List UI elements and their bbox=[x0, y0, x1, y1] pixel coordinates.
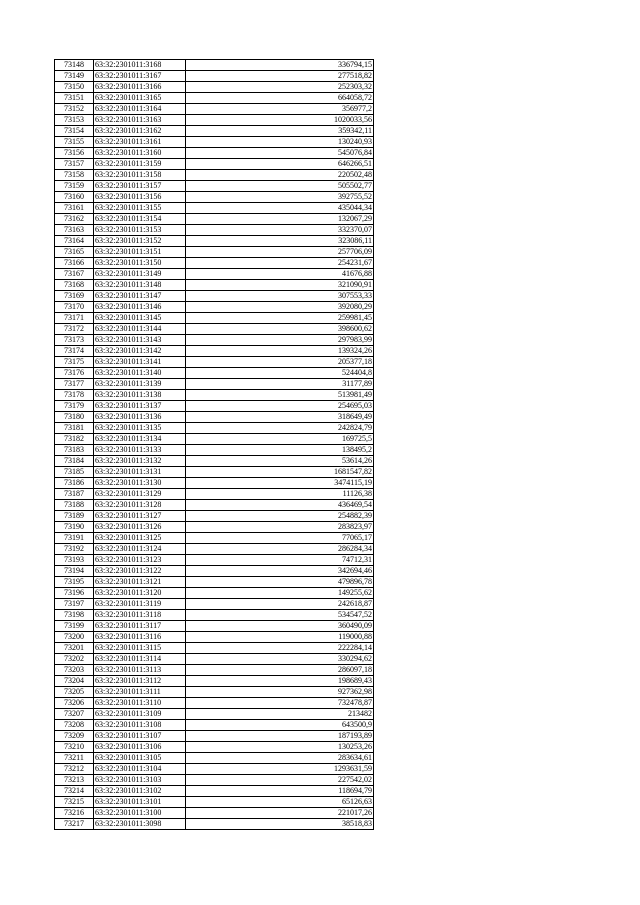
table-row bbox=[55, 599, 374, 610]
table-row bbox=[55, 335, 374, 346]
table-row bbox=[55, 291, 374, 302]
cadastral-number-cell: 63:32:2301011:3127 bbox=[94, 511, 186, 522]
row-number-cell: 73214 bbox=[55, 786, 94, 797]
row-number-cell: 73148 bbox=[55, 60, 94, 71]
cadastral-number-cell: 63:32:2301011:3123 bbox=[94, 555, 186, 566]
cadastral-value-cell: 1681547,82 bbox=[186, 467, 374, 478]
cadastral-number-cell: 63:32:2301011:3115 bbox=[94, 643, 186, 654]
table-row bbox=[55, 676, 374, 687]
cadastral-value-cell: 359342,11 bbox=[186, 126, 374, 137]
cadastral-number-cell: 63:32:2301011:3167 bbox=[94, 71, 186, 82]
cadastral-value-cell: 342694,46 bbox=[186, 566, 374, 577]
cadastral-value-cell: 277518,82 bbox=[186, 71, 374, 82]
cadastral-value-cell: 318649,49 bbox=[186, 412, 374, 423]
row-number-cell: 73182 bbox=[55, 434, 94, 445]
table-row bbox=[55, 203, 374, 214]
table-row bbox=[55, 104, 374, 115]
cadastral-value-cell: 119000,88 bbox=[186, 632, 374, 643]
table-row bbox=[55, 687, 374, 698]
row-number-cell: 73177 bbox=[55, 379, 94, 390]
cadastral-value-cell: 242824,79 bbox=[186, 423, 374, 434]
table-row bbox=[55, 412, 374, 423]
row-number-cell: 73215 bbox=[55, 797, 94, 808]
table-row bbox=[55, 775, 374, 786]
table-row bbox=[55, 720, 374, 731]
table-row bbox=[55, 445, 374, 456]
row-number-cell: 73183 bbox=[55, 445, 94, 456]
cadastral-number-cell: 63:32:2301011:3107 bbox=[94, 731, 186, 742]
cadastral-number-cell: 63:32:2301011:3143 bbox=[94, 335, 186, 346]
table-row bbox=[55, 478, 374, 489]
row-number-cell: 73162 bbox=[55, 214, 94, 225]
cadastral-value-cell: 307553,33 bbox=[186, 291, 374, 302]
table-row bbox=[55, 577, 374, 588]
table-row bbox=[55, 610, 374, 621]
table-row bbox=[55, 280, 374, 291]
row-number-cell: 73159 bbox=[55, 181, 94, 192]
cadastral-number-cell: 63:32:2301011:3118 bbox=[94, 610, 186, 621]
cadastral-number-cell: 63:32:2301011:3102 bbox=[94, 786, 186, 797]
row-number-cell: 73155 bbox=[55, 137, 94, 148]
table-row bbox=[55, 544, 374, 555]
cadastral-value-cell: 242618,87 bbox=[186, 599, 374, 610]
table-row bbox=[55, 302, 374, 313]
table-row bbox=[55, 698, 374, 709]
row-number-cell: 73192 bbox=[55, 544, 94, 555]
cadastral-number-cell: 63:32:2301011:3125 bbox=[94, 533, 186, 544]
cadastral-number-cell: 63:32:2301011:3150 bbox=[94, 258, 186, 269]
cadastral-number-cell: 63:32:2301011:3152 bbox=[94, 236, 186, 247]
table-row bbox=[55, 621, 374, 632]
cadastral-value-cell: 398600,62 bbox=[186, 324, 374, 335]
cadastral-value-cell: 436469,54 bbox=[186, 500, 374, 511]
table-row bbox=[55, 137, 374, 148]
cadastral-value-cell: 435044,34 bbox=[186, 203, 374, 214]
row-number-cell: 73174 bbox=[55, 346, 94, 357]
table-row bbox=[55, 368, 374, 379]
table-row bbox=[55, 115, 374, 126]
cadastral-value-cell: 286097,18 bbox=[186, 665, 374, 676]
row-number-cell: 73181 bbox=[55, 423, 94, 434]
table-row bbox=[55, 357, 374, 368]
cadastral-value-cell: 392755,52 bbox=[186, 192, 374, 203]
table-row bbox=[55, 247, 374, 258]
cadastral-value-cell: 1020033,56 bbox=[186, 115, 374, 126]
table-row bbox=[55, 181, 374, 192]
table-row bbox=[55, 797, 374, 808]
cadastral-number-cell: 63:32:2301011:3128 bbox=[94, 500, 186, 511]
table-row bbox=[55, 434, 374, 445]
row-number-cell: 73165 bbox=[55, 247, 94, 258]
cadastral-value-cell: 505502,77 bbox=[186, 181, 374, 192]
cadastral-number-cell: 63:32:2301011:3132 bbox=[94, 456, 186, 467]
cadastral-number-cell: 63:32:2301011:3149 bbox=[94, 269, 186, 280]
cadastral-value-cell: 41676,88 bbox=[186, 269, 374, 280]
table-row bbox=[55, 709, 374, 720]
cadastral-value-cell: 254882,39 bbox=[186, 511, 374, 522]
cadastral-number-cell: 63:32:2301011:3168 bbox=[94, 60, 186, 71]
cadastral-value-cell: 643500,9 bbox=[186, 720, 374, 731]
table-row bbox=[55, 753, 374, 764]
cadastral-value-cell: 74712,31 bbox=[186, 555, 374, 566]
cadastral-number-cell: 63:32:2301011:3145 bbox=[94, 313, 186, 324]
row-number-cell: 73150 bbox=[55, 82, 94, 93]
cadastral-number-cell: 63:32:2301011:3156 bbox=[94, 192, 186, 203]
row-number-cell: 73163 bbox=[55, 225, 94, 236]
row-number-cell: 73169 bbox=[55, 291, 94, 302]
cadastral-number-cell: 63:32:2301011:3126 bbox=[94, 522, 186, 533]
cadastral-number-cell: 63:32:2301011:3116 bbox=[94, 632, 186, 643]
cadastral-number-cell: 63:32:2301011:3137 bbox=[94, 401, 186, 412]
cadastral-number-cell: 63:32:2301011:3131 bbox=[94, 467, 186, 478]
cadastral-value-cell: 332370,07 bbox=[186, 225, 374, 236]
row-number-cell: 73173 bbox=[55, 335, 94, 346]
row-number-cell: 73209 bbox=[55, 731, 94, 742]
row-number-cell: 73210 bbox=[55, 742, 94, 753]
table-row bbox=[55, 566, 374, 577]
row-number-cell: 73185 bbox=[55, 467, 94, 478]
table-row bbox=[55, 390, 374, 401]
cadastral-number-cell: 63:32:2301011:3106 bbox=[94, 742, 186, 753]
table-row bbox=[55, 148, 374, 159]
row-number-cell: 73193 bbox=[55, 555, 94, 566]
row-number-cell: 73154 bbox=[55, 126, 94, 137]
row-number-cell: 73164 bbox=[55, 236, 94, 247]
row-number-cell: 73200 bbox=[55, 632, 94, 643]
row-number-cell: 73175 bbox=[55, 357, 94, 368]
cadastral-value-cell: 283823,97 bbox=[186, 522, 374, 533]
cadastral-value-cell: 187193,89 bbox=[186, 731, 374, 742]
cadastral-value-cell: 213482 bbox=[186, 709, 374, 720]
table-row bbox=[55, 423, 374, 434]
cadastral-number-cell: 63:32:2301011:3141 bbox=[94, 357, 186, 368]
cadastral-number-cell: 63:32:2301011:3134 bbox=[94, 434, 186, 445]
cadastral-number-cell: 63:32:2301011:3112 bbox=[94, 676, 186, 687]
row-number-cell: 73217 bbox=[55, 819, 94, 830]
cadastral-number-cell: 63:32:2301011:3119 bbox=[94, 599, 186, 610]
table-row bbox=[55, 258, 374, 269]
cadastral-number-cell: 63:32:2301011:3133 bbox=[94, 445, 186, 456]
table-row bbox=[55, 511, 374, 522]
row-number-cell: 73172 bbox=[55, 324, 94, 335]
table-row bbox=[55, 192, 374, 203]
row-number-cell: 73201 bbox=[55, 643, 94, 654]
table-row bbox=[55, 731, 374, 742]
table-row bbox=[55, 808, 374, 819]
cadastral-number-cell: 63:32:2301011:3142 bbox=[94, 346, 186, 357]
cadastral-number-cell: 63:32:2301011:3111 bbox=[94, 687, 186, 698]
cadastral-number-cell: 63:32:2301011:3160 bbox=[94, 148, 186, 159]
row-number-cell: 73213 bbox=[55, 775, 94, 786]
table-row bbox=[55, 489, 374, 500]
row-number-cell: 73179 bbox=[55, 401, 94, 412]
table-row bbox=[55, 225, 374, 236]
cadastral-value-cell: 227542,02 bbox=[186, 775, 374, 786]
cadastral-number-cell: 63:32:2301011:3113 bbox=[94, 665, 186, 676]
cadastral-number-cell: 63:32:2301011:3146 bbox=[94, 302, 186, 313]
row-number-cell: 73171 bbox=[55, 313, 94, 324]
cadastral-number-cell: 63:32:2301011:3161 bbox=[94, 137, 186, 148]
table-row bbox=[55, 126, 374, 137]
cadastral-value-cell: 3474115,19 bbox=[186, 478, 374, 489]
cadastral-value-cell: 646266,51 bbox=[186, 159, 374, 170]
table-row bbox=[55, 346, 374, 357]
cadastral-number-cell: 63:32:2301011:3138 bbox=[94, 390, 186, 401]
row-number-cell: 73204 bbox=[55, 676, 94, 687]
row-number-cell: 73166 bbox=[55, 258, 94, 269]
cadastral-value-cell: 65126,63 bbox=[186, 797, 374, 808]
cadastral-value-cell: 118694,79 bbox=[186, 786, 374, 797]
cadastral-number-cell: 63:32:2301011:3103 bbox=[94, 775, 186, 786]
cadastral-value-cell: 257706,09 bbox=[186, 247, 374, 258]
cadastral-number-cell: 63:32:2301011:3164 bbox=[94, 104, 186, 115]
cadastral-number-cell: 63:32:2301011:3163 bbox=[94, 115, 186, 126]
cadastral-value-cell: 392080,29 bbox=[186, 302, 374, 313]
row-number-cell: 73167 bbox=[55, 269, 94, 280]
cadastral-value-cell: 149255,62 bbox=[186, 588, 374, 599]
table-row bbox=[55, 269, 374, 280]
cadastral-number-cell: 63:32:2301011:3122 bbox=[94, 566, 186, 577]
cadastral-number-cell: 63:32:2301011:3108 bbox=[94, 720, 186, 731]
cadastral-value-cell: 513981,49 bbox=[186, 390, 374, 401]
cadastral-number-cell: 63:32:2301011:3158 bbox=[94, 170, 186, 181]
cadastral-number-cell: 63:32:2301011:3129 bbox=[94, 489, 186, 500]
row-number-cell: 73207 bbox=[55, 709, 94, 720]
table-row bbox=[55, 654, 374, 665]
row-number-cell: 73203 bbox=[55, 665, 94, 676]
cadastral-value-cell: 286284,34 bbox=[186, 544, 374, 555]
cadastral-value-cell: 336794,15 bbox=[186, 60, 374, 71]
cadastral-number-cell: 63:32:2301011:3120 bbox=[94, 588, 186, 599]
table-row bbox=[55, 170, 374, 181]
cadastral-value-cell: 139324,26 bbox=[186, 346, 374, 357]
table-row bbox=[55, 786, 374, 797]
table-row bbox=[55, 665, 374, 676]
row-number-cell: 73212 bbox=[55, 764, 94, 775]
row-number-cell: 73170 bbox=[55, 302, 94, 313]
row-number-cell: 73149 bbox=[55, 71, 94, 82]
row-number-cell: 73157 bbox=[55, 159, 94, 170]
cadastral-number-cell: 63:32:2301011:3155 bbox=[94, 203, 186, 214]
cadastral-value-cell: 356977,2 bbox=[186, 104, 374, 115]
table-row bbox=[55, 60, 374, 71]
row-number-cell: 73158 bbox=[55, 170, 94, 181]
table-row bbox=[55, 456, 374, 467]
cadastral-value-cell: 545076,84 bbox=[186, 148, 374, 159]
row-number-cell: 73196 bbox=[55, 588, 94, 599]
cadastral-number-cell: 63:32:2301011:3162 bbox=[94, 126, 186, 137]
cadastral-value-cell: 283634,61 bbox=[186, 753, 374, 764]
table-row bbox=[55, 379, 374, 390]
cadastral-number-cell: 63:32:2301011:3098 bbox=[94, 819, 186, 830]
cadastral-value-cell: 130240,93 bbox=[186, 137, 374, 148]
row-number-cell: 73168 bbox=[55, 280, 94, 291]
table-row bbox=[55, 555, 374, 566]
cadastral-value-cell: 927362,98 bbox=[186, 687, 374, 698]
row-number-cell: 73199 bbox=[55, 621, 94, 632]
cadastral-value-cell: 38518,83 bbox=[186, 819, 374, 830]
row-number-cell: 73206 bbox=[55, 698, 94, 709]
cadastral-number-cell: 63:32:2301011:3147 bbox=[94, 291, 186, 302]
cadastral-value-cell: 130253,26 bbox=[186, 742, 374, 753]
cadastral-value-cell: 732478,87 bbox=[186, 698, 374, 709]
table-row bbox=[55, 764, 374, 775]
cadastral-value-cell: 297983,99 bbox=[186, 335, 374, 346]
table-row bbox=[55, 313, 374, 324]
cadastral-number-cell: 63:32:2301011:3135 bbox=[94, 423, 186, 434]
row-number-cell: 73153 bbox=[55, 115, 94, 126]
cadastral-number-cell: 63:32:2301011:3153 bbox=[94, 225, 186, 236]
cadastral-number-cell: 63:32:2301011:3144 bbox=[94, 324, 186, 335]
table-row bbox=[55, 467, 374, 478]
row-number-cell: 73211 bbox=[55, 753, 94, 764]
table-row bbox=[55, 93, 374, 104]
cadastral-number-cell: 63:32:2301011:3104 bbox=[94, 764, 186, 775]
cadastral-value-cell: 252303,32 bbox=[186, 82, 374, 93]
cadastral-value-cell: 198689,43 bbox=[186, 676, 374, 687]
cadastral-number-cell: 63:32:2301011:3140 bbox=[94, 368, 186, 379]
cadastral-value-cell: 524404,8 bbox=[186, 368, 374, 379]
table-row bbox=[55, 500, 374, 511]
table-row bbox=[55, 643, 374, 654]
cadastral-value-cell: 53614,26 bbox=[186, 456, 374, 467]
cadastral-number-cell: 63:32:2301011:3117 bbox=[94, 621, 186, 632]
cadastral-value-cell: 254231,67 bbox=[186, 258, 374, 269]
table-row bbox=[55, 742, 374, 753]
cadastral-number-cell: 63:32:2301011:3110 bbox=[94, 698, 186, 709]
cadastral-value-cell: 132067,29 bbox=[186, 214, 374, 225]
table-row bbox=[55, 632, 374, 643]
table-row bbox=[55, 236, 374, 247]
row-number-cell: 73198 bbox=[55, 610, 94, 621]
row-number-cell: 73156 bbox=[55, 148, 94, 159]
row-number-cell: 73205 bbox=[55, 687, 94, 698]
cadastral-value-cell: 205377,18 bbox=[186, 357, 374, 368]
cadastral-value-cell: 1293631,59 bbox=[186, 764, 374, 775]
cadastral-number-cell: 63:32:2301011:3101 bbox=[94, 797, 186, 808]
cadastral-value-cell: 11126,38 bbox=[186, 489, 374, 500]
cadastral-number-cell: 63:32:2301011:3105 bbox=[94, 753, 186, 764]
row-number-cell: 73152 bbox=[55, 104, 94, 115]
table-row bbox=[55, 401, 374, 412]
cadastral-value-cell: 169725,5 bbox=[186, 434, 374, 445]
row-number-cell: 73190 bbox=[55, 522, 94, 533]
cadastral-number-cell: 63:32:2301011:3157 bbox=[94, 181, 186, 192]
row-number-cell: 73188 bbox=[55, 500, 94, 511]
cadastral-value-cell: 259981,45 bbox=[186, 313, 374, 324]
cadastral-number-cell: 63:32:2301011:3139 bbox=[94, 379, 186, 390]
cadastral-value-cell: 321090,91 bbox=[186, 280, 374, 291]
table-row bbox=[55, 214, 374, 225]
row-number-cell: 73160 bbox=[55, 192, 94, 203]
row-number-cell: 73184 bbox=[55, 456, 94, 467]
row-number-cell: 73208 bbox=[55, 720, 94, 731]
row-number-cell: 73151 bbox=[55, 93, 94, 104]
row-number-cell: 73186 bbox=[55, 478, 94, 489]
cadastral-value-cell: 323086,11 bbox=[186, 236, 374, 247]
cadastral-number-cell: 63:32:2301011:3109 bbox=[94, 709, 186, 720]
row-number-cell: 73189 bbox=[55, 511, 94, 522]
cadastral-number-cell: 63:32:2301011:3124 bbox=[94, 544, 186, 555]
cadastral-number-cell: 63:32:2301011:3148 bbox=[94, 280, 186, 291]
row-number-cell: 73197 bbox=[55, 599, 94, 610]
table-row bbox=[55, 159, 374, 170]
cadastral-value-cell: 534547,52 bbox=[186, 610, 374, 621]
row-number-cell: 73216 bbox=[55, 808, 94, 819]
cadastral-number-cell: 63:32:2301011:3151 bbox=[94, 247, 186, 258]
row-number-cell: 73191 bbox=[55, 533, 94, 544]
table-row bbox=[55, 533, 374, 544]
cadastral-value-cell: 221017,26 bbox=[186, 808, 374, 819]
table-row bbox=[55, 588, 374, 599]
cadastral-value-cell: 360490,09 bbox=[186, 621, 374, 632]
cadastral-value-cell: 254695,03 bbox=[186, 401, 374, 412]
table-body bbox=[55, 60, 374, 830]
cadastral-value-cell: 330294,62 bbox=[186, 654, 374, 665]
table-row bbox=[55, 819, 374, 830]
row-number-cell: 73180 bbox=[55, 412, 94, 423]
row-number-cell: 73176 bbox=[55, 368, 94, 379]
table-row bbox=[55, 82, 374, 93]
cadastral-value-cell: 31177,89 bbox=[186, 379, 374, 390]
row-number-cell: 73178 bbox=[55, 390, 94, 401]
cadastral-number-cell: 63:32:2301011:3165 bbox=[94, 93, 186, 104]
cadastral-value-cell: 138495,2 bbox=[186, 445, 374, 456]
cadastral-number-cell: 63:32:2301011:3100 bbox=[94, 808, 186, 819]
row-number-cell: 73202 bbox=[55, 654, 94, 665]
table-row bbox=[55, 71, 374, 82]
cadastral-value-table bbox=[54, 59, 374, 830]
cadastral-value-cell: 222284,14 bbox=[186, 643, 374, 654]
row-number-cell: 73194 bbox=[55, 566, 94, 577]
cadastral-number-cell: 63:32:2301011:3130 bbox=[94, 478, 186, 489]
cadastral-value-cell: 664058,72 bbox=[186, 93, 374, 104]
cadastral-number-cell: 63:32:2301011:3136 bbox=[94, 412, 186, 423]
cadastral-number-cell: 63:32:2301011:3166 bbox=[94, 82, 186, 93]
row-number-cell: 73161 bbox=[55, 203, 94, 214]
table-row bbox=[55, 522, 374, 533]
cadastral-number-cell: 63:32:2301011:3154 bbox=[94, 214, 186, 225]
cadastral-number-cell: 63:32:2301011:3121 bbox=[94, 577, 186, 588]
row-number-cell: 73187 bbox=[55, 489, 94, 500]
cadastral-number-cell: 63:32:2301011:3114 bbox=[94, 654, 186, 665]
table-row bbox=[55, 324, 374, 335]
cadastral-number-cell: 63:32:2301011:3159 bbox=[94, 159, 186, 170]
cadastral-value-cell: 479896,78 bbox=[186, 577, 374, 588]
row-number-cell: 73195 bbox=[55, 577, 94, 588]
cadastral-value-cell: 220502,48 bbox=[186, 170, 374, 181]
cadastral-value-cell: 77065,17 bbox=[186, 533, 374, 544]
